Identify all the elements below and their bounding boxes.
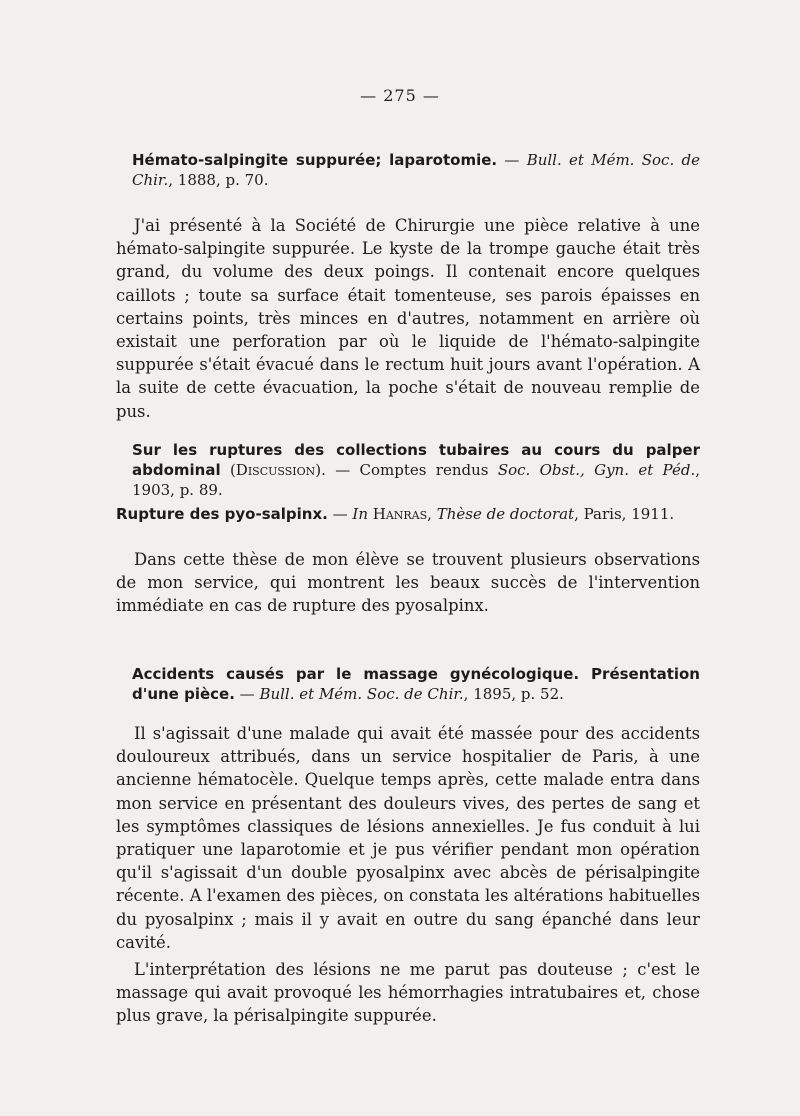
reference-publisher: — Comptes rendus [325,461,498,479]
reference-heading [116,440,700,500]
body-paragraph: Dans cette thèse de mon élève se trouvent plusieurs observations de mon service, qui montrent les beaux succès de l'intervention immédiate en cas de rupture des pyosalpinx. [116,550,700,616]
reference-entry [116,440,700,500]
reference-details: , 1903, p. 89. [132,461,700,499]
reference-heading [116,664,700,704]
body-paragraph: Il s'agissait d'une malade qui avait été massée pour des accidents douloureux attribués, dans un service hospitalier de Paris, à une ancienne hématocèle. Quelque temps après, cette malade entra dans mon service en présentant des douleurs vives, des pertes de sang et les symptômes classiques de lésions annexielles. Je fus conduit à lui pratiquer une laparotomie et je pus vérifier pendant mon opération qu'il s'agissait d'un double pyosalpinx avec abcès de périsalpingite récente. A l'examen des pièces, on constata les altérations habituelles du pyosalpinx ; mais il y avait en outre du sang épanché dans leur cavité. [116,724,700,952]
reference-author: Hanras [372,505,428,523]
page-number: — 275 — [360,86,440,105]
body-paragraph: J'ai présenté à la Société de Chirurgie une pièce relative à une hémato-salpingite suppurée. Le kyste de la trompe gauche était très grand, du volume des deux poings. Il contenait encore quelques caillots ; toute sa surface était tomenteuse, ses parois épaisses en certains points, très minces en d'autres, notamment en arrière où existait une perforation par où le liquide de l'hémato-salpingite suppurée s'était évacué dans le rectum huit jours avant l'opération. A la suite de cette évacuation, la poche s'était de nouveau remplie de pus. [116,216,700,421]
reference-details: , Paris, 1911. [574,505,675,523]
body-paragraph: L'interprétation des lésions ne me parut pas douteuse ; c'est le massage qui avait provoqué les hémorrhagies intratubaires et, chose plus grave, la périsalpingite suppurée. [116,960,700,1026]
reference-source: Soc. Obst., Gyn. et Péd. [497,461,696,479]
reference-source: Thèse de doctorat [436,505,575,523]
reference-dash: — [497,151,527,169]
reference-details: , 1888, p. 70. [168,171,269,189]
reference-details: , 1895, p. 52. [463,685,564,703]
reference-dash: — [327,505,353,523]
reference-prefix: In [352,505,373,523]
reference-source: Bull. et Mém. Soc. de Chir. [132,151,700,189]
reference-separator: , [427,505,437,523]
reference-heading [116,504,700,524]
reference-dash: — [234,685,260,703]
reference-title: Rupture des pyo-salpinx. [116,505,328,523]
reference-entry [116,150,700,423]
reference-note: (Discussion). [220,461,326,479]
reference-title: Sur les ruptures des collections tubaires au cours du palper abdominal [132,441,700,479]
reference-source: Bull. et Mém. Soc. de Chir. [259,685,464,703]
reference-heading [116,150,700,190]
reference-title: Accidents causés par le massage gynécologique. Présentation d'une pièce. [132,665,700,703]
reference-title: Hémato-salpingite suppurée; laparotomie. [132,151,498,169]
reference-entry [116,664,700,1028]
reference-entry [116,504,700,618]
